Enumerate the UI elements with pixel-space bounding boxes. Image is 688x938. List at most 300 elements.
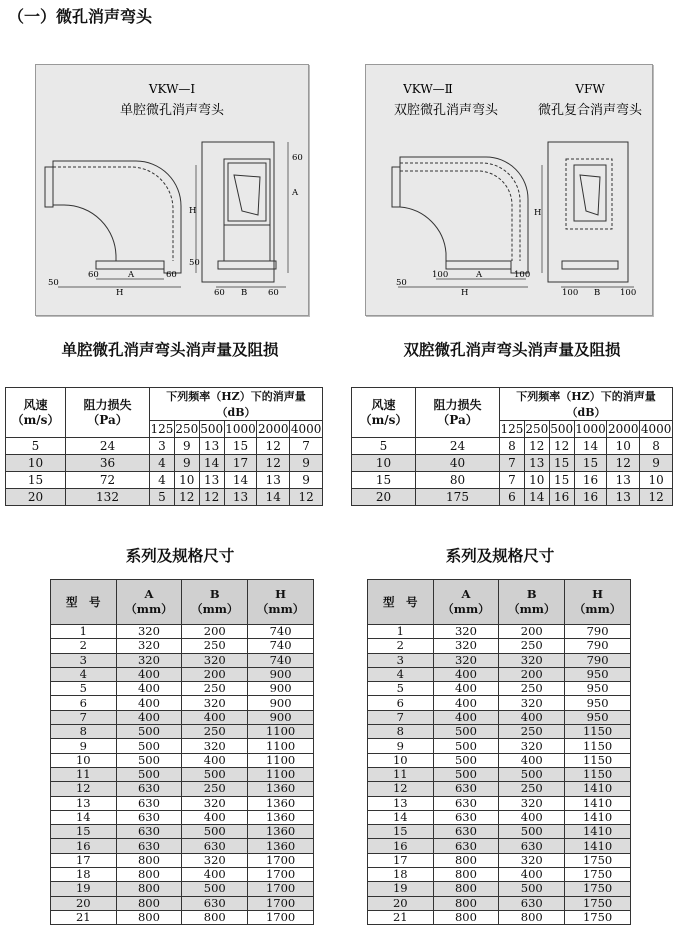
table-cell: 400 <box>499 710 565 724</box>
table-cell: 18 <box>51 868 117 882</box>
header-speed: 风速 （m/s） <box>352 388 416 438</box>
table-cell: 400 <box>499 868 565 882</box>
left-specs-caption: 系列及规格尺寸 <box>125 546 235 565</box>
table-cell: 320 <box>433 625 499 639</box>
table-cell: 320 <box>499 696 565 710</box>
table-row <box>368 753 631 767</box>
table-cell: 250 <box>499 639 565 653</box>
table-cell: 7 <box>500 472 525 489</box>
table-cell: 19 <box>51 882 117 896</box>
table-cell: 500 <box>433 753 499 767</box>
table-row <box>352 438 673 455</box>
table-cell: 900 <box>248 667 314 681</box>
table-cell: 630 <box>499 896 565 910</box>
table-cell: 200 <box>182 667 248 681</box>
table-cell: 400 <box>116 667 182 681</box>
table-cell: 1100 <box>248 767 314 781</box>
table-row <box>368 767 631 781</box>
table-row <box>51 710 314 724</box>
table-cell: 36 <box>66 455 150 472</box>
table-row <box>51 753 314 767</box>
table-row <box>368 625 631 639</box>
table-row <box>51 739 314 753</box>
table-cell: 7 <box>51 710 117 724</box>
table-cell: 15 <box>368 825 434 839</box>
table-cell: 1 <box>51 625 117 639</box>
table-cell: 9 <box>640 455 673 472</box>
table-cell: 900 <box>248 710 314 724</box>
table-cell: 7 <box>368 710 434 724</box>
table-row <box>352 472 673 489</box>
table-cell: 630 <box>433 810 499 824</box>
table-cell: 320 <box>182 739 248 753</box>
table-cell: 1150 <box>565 739 631 753</box>
table-cell: 200 <box>499 667 565 681</box>
table-cell: 1360 <box>248 825 314 839</box>
table-cell: 132 <box>66 489 150 506</box>
left-dim-50: 50 <box>48 278 59 288</box>
table-cell: 10 <box>352 455 416 472</box>
right-specs-caption: 系列及规格尺寸 <box>445 546 555 565</box>
table-cell: 320 <box>182 853 248 867</box>
table-cell: 630 <box>499 839 565 853</box>
table-cell: 500 <box>116 725 182 739</box>
left-dim-side-a: A <box>292 188 299 198</box>
right-noise-caption: 双腔微孔消声弯头消声量及阻损 <box>403 340 621 359</box>
table-cell: 9 <box>290 472 323 489</box>
right-model2-label: VFW <box>575 82 605 96</box>
table-row <box>6 455 323 472</box>
table-cell: 15 <box>574 455 607 472</box>
table-cell: 320 <box>116 625 182 639</box>
left-noise-caption: 单腔微孔消声弯头消声量及阻损 <box>61 340 279 359</box>
table-cell: 20 <box>51 896 117 910</box>
table-cell: 630 <box>116 825 182 839</box>
left-name-label: 单腔微孔消声弯头 <box>119 103 225 118</box>
table-cell: 1700 <box>248 882 314 896</box>
table-row <box>368 725 631 739</box>
table-cell: 12 <box>174 489 199 506</box>
table-cell: 630 <box>433 782 499 796</box>
table-row <box>352 455 673 472</box>
table-cell: 740 <box>248 625 314 639</box>
table-cell: 900 <box>248 682 314 696</box>
table-cell: 14 <box>257 489 290 506</box>
table-row <box>6 472 323 489</box>
table-cell: 200 <box>499 625 565 639</box>
table-cell: 9 <box>368 739 434 753</box>
left-dim-side-h: H <box>189 206 197 216</box>
table-cell: 17 <box>368 853 434 867</box>
table-cell: 400 <box>433 696 499 710</box>
table-cell: 8 <box>500 438 525 455</box>
table-row <box>352 489 673 506</box>
table-cell: 3 <box>51 653 117 667</box>
table-cell: 15 <box>549 472 574 489</box>
freq-header: 1000 <box>225 422 256 436</box>
freq-header: 250 <box>175 422 199 436</box>
table-cell: 10 <box>607 438 640 455</box>
table-cell: 7 <box>500 455 525 472</box>
table-cell: 10 <box>51 753 117 767</box>
table-row <box>6 438 323 455</box>
table-cell: 16 <box>368 839 434 853</box>
table-row <box>51 767 314 781</box>
left-diagram-panel <box>35 64 309 316</box>
table-cell: 400 <box>499 753 565 767</box>
right-specs-table <box>367 579 631 925</box>
table-row <box>51 910 314 924</box>
table-cell: 800 <box>116 910 182 924</box>
right-dim-side-100b: 100 <box>620 288 637 298</box>
table-cell: 13 <box>199 472 224 489</box>
table-cell: 5 <box>6 438 66 455</box>
table-cell: 790 <box>565 625 631 639</box>
table-cell: 800 <box>116 882 182 896</box>
table-cell: 320 <box>499 739 565 753</box>
table-row <box>368 910 631 924</box>
header-freq: 下列频率（HZ）下的消声量（dB） <box>150 388 323 421</box>
table-cell: 1750 <box>565 868 631 882</box>
table-cell: 1410 <box>565 796 631 810</box>
table-cell: 3 <box>150 438 175 455</box>
table-cell: 16 <box>574 489 607 506</box>
table-cell: 790 <box>565 639 631 653</box>
table-row <box>51 696 314 710</box>
table-cell: 13 <box>607 472 640 489</box>
table-cell: 1150 <box>565 767 631 781</box>
table-cell: 13 <box>51 796 117 810</box>
right-diagram <box>366 65 652 315</box>
table-cell: 5 <box>51 682 117 696</box>
table-cell: 9 <box>174 438 199 455</box>
table-cell: 12 <box>257 438 290 455</box>
table-cell: 10 <box>174 472 199 489</box>
table-cell: 320 <box>116 653 182 667</box>
table-cell: 740 <box>248 639 314 653</box>
table-cell: 800 <box>433 868 499 882</box>
table-cell: 7 <box>290 438 323 455</box>
table-cell: 500 <box>433 767 499 781</box>
table-cell: 800 <box>433 853 499 867</box>
table-cell: 1750 <box>565 910 631 924</box>
table-row <box>51 868 314 882</box>
table-cell: 1100 <box>248 739 314 753</box>
table-cell: 500 <box>116 753 182 767</box>
table-cell: 950 <box>565 667 631 681</box>
header-b: B （mm） <box>499 580 565 625</box>
table-cell: 10 <box>368 753 434 767</box>
table-cell: 900 <box>248 696 314 710</box>
freq-header: 125 <box>150 422 174 436</box>
table-cell: 13 <box>524 455 549 472</box>
table-cell: 400 <box>182 810 248 824</box>
table-cell: 3 <box>368 653 434 667</box>
right-diagram-panel <box>365 64 653 316</box>
table-cell: 500 <box>116 767 182 781</box>
table-row <box>368 839 631 853</box>
section-title: （一）微孔消声弯头 <box>8 7 153 26</box>
table-cell: 320 <box>433 639 499 653</box>
table-cell: 13 <box>199 438 224 455</box>
table-cell: 800 <box>116 896 182 910</box>
table-row <box>368 782 631 796</box>
table-row <box>368 825 631 839</box>
table-row <box>51 682 314 696</box>
table-cell: 10 <box>6 455 66 472</box>
table-cell: 400 <box>433 710 499 724</box>
header-h: H （mm） <box>565 580 631 625</box>
table-cell: 800 <box>433 882 499 896</box>
table-cell: 4 <box>150 472 175 489</box>
table-cell: 250 <box>182 725 248 739</box>
left-dim-side-60b: 60 <box>268 288 279 298</box>
header-freq: 下列频率（HZ）下的消声量（dB） <box>500 388 673 421</box>
table-cell: 400 <box>182 753 248 767</box>
table-cell: 10 <box>640 472 673 489</box>
table-cell: 250 <box>182 782 248 796</box>
table-cell: 20 <box>368 896 434 910</box>
table-row <box>368 882 631 896</box>
table-cell: 500 <box>182 767 248 781</box>
table-cell: 5 <box>150 489 175 506</box>
left-diagram <box>36 65 308 315</box>
table-cell: 500 <box>182 882 248 896</box>
table-cell: 16 <box>51 839 117 853</box>
table-cell: 320 <box>182 653 248 667</box>
table-cell: 20 <box>6 489 66 506</box>
freq-header: 4000 <box>640 422 672 436</box>
table-cell: 2 <box>368 639 434 653</box>
left-dim-h: H <box>116 288 124 298</box>
table-cell: 630 <box>182 839 248 853</box>
table-row <box>6 489 323 506</box>
table-cell: 1360 <box>248 839 314 853</box>
table-cell: 14 <box>524 489 549 506</box>
table-cell: 400 <box>116 710 182 724</box>
table-row <box>51 639 314 653</box>
table-cell: 13 <box>224 489 257 506</box>
table-row <box>51 853 314 867</box>
table-cell: 320 <box>499 653 565 667</box>
table-cell: 1150 <box>565 753 631 767</box>
table-cell: 630 <box>182 896 248 910</box>
table-cell: 500 <box>433 739 499 753</box>
table-row <box>368 868 631 882</box>
table-cell: 1700 <box>248 910 314 924</box>
table-cell: 630 <box>116 839 182 853</box>
table-cell: 740 <box>248 653 314 667</box>
table-cell: 1410 <box>565 810 631 824</box>
table-cell: 5 <box>352 438 416 455</box>
table-cell: 4 <box>368 667 434 681</box>
table-cell: 630 <box>433 839 499 853</box>
table-cell: 250 <box>499 682 565 696</box>
table-cell: 400 <box>116 696 182 710</box>
freq-header: 4000 <box>290 422 322 436</box>
table-row <box>51 725 314 739</box>
table-cell: 17 <box>224 455 257 472</box>
table-cell: 11 <box>368 767 434 781</box>
freq-header: 2000 <box>608 422 639 436</box>
left-dim-a: A <box>128 270 135 280</box>
table-cell: 320 <box>182 796 248 810</box>
table-cell: 1410 <box>565 782 631 796</box>
header-a: A （mm） <box>116 580 182 625</box>
table-row <box>51 896 314 910</box>
table-row <box>368 696 631 710</box>
table-cell: 14 <box>224 472 257 489</box>
freq-header: 2000 <box>258 422 289 436</box>
table-cell: 790 <box>565 653 631 667</box>
table-cell: 15 <box>51 825 117 839</box>
table-cell: 17 <box>51 853 117 867</box>
table-cell: 2 <box>51 639 117 653</box>
table-cell: 1360 <box>248 782 314 796</box>
table-cell: 1750 <box>565 882 631 896</box>
table-cell: 175 <box>416 489 500 506</box>
right-model-label: VKW—Ⅱ <box>403 82 453 96</box>
table-row <box>51 625 314 639</box>
table-cell: 400 <box>433 682 499 696</box>
right-dim-side-h: H <box>534 208 542 218</box>
table-cell: 8 <box>51 725 117 739</box>
table-row <box>368 896 631 910</box>
table-cell: 250 <box>499 725 565 739</box>
right-name-label: 双腔微孔消声弯头 <box>393 103 499 118</box>
table-cell: 1700 <box>248 853 314 867</box>
table-cell: 630 <box>116 810 182 824</box>
table-cell: 24 <box>416 438 500 455</box>
table-row <box>51 653 314 667</box>
table-cell: 12 <box>290 489 323 506</box>
table-cell: 200 <box>182 625 248 639</box>
table-cell: 1750 <box>565 853 631 867</box>
table-cell: 5 <box>368 682 434 696</box>
left-dim-side-50: 50 <box>189 258 200 268</box>
table-cell: 8 <box>368 725 434 739</box>
right-name2-label: 微孔复合消声弯头 <box>537 103 643 118</box>
table-cell: 500 <box>433 725 499 739</box>
left-dim-side-60a: 60 <box>214 288 225 298</box>
table-cell: 320 <box>499 796 565 810</box>
table-cell: 12 <box>368 782 434 796</box>
table-cell: 400 <box>499 810 565 824</box>
table-cell: 320 <box>499 853 565 867</box>
table-cell: 12 <box>524 438 549 455</box>
table-cell: 9 <box>51 739 117 753</box>
table-cell: 12 <box>257 455 290 472</box>
table-row <box>368 653 631 667</box>
right-dim-100b: 100 <box>514 270 531 280</box>
freq-header: 125 <box>500 422 524 436</box>
table-row <box>51 810 314 824</box>
table-cell: 6 <box>368 696 434 710</box>
table-cell: 6 <box>51 696 117 710</box>
table-cell: 1700 <box>248 868 314 882</box>
table-cell: 13 <box>607 489 640 506</box>
table-cell: 800 <box>182 910 248 924</box>
table-cell: 16 <box>549 489 574 506</box>
table-cell: 320 <box>433 653 499 667</box>
header-loss: 阻力损失 （Pa） <box>66 388 150 438</box>
left-model-label: VKW—Ⅰ <box>148 82 196 96</box>
table-cell: 630 <box>433 796 499 810</box>
table-cell: 18 <box>368 868 434 882</box>
header-model: 型 号 <box>51 580 117 625</box>
left-dim-b: B <box>241 288 248 298</box>
table-row <box>51 839 314 853</box>
table-cell: 1100 <box>248 725 314 739</box>
table-cell: 950 <box>565 696 631 710</box>
table-row <box>51 796 314 810</box>
freq-header: 500 <box>200 422 224 436</box>
right-dim-100a: 100 <box>432 270 449 280</box>
table-cell: 500 <box>182 825 248 839</box>
table-row <box>368 739 631 753</box>
table-cell: 1360 <box>248 796 314 810</box>
table-cell: 630 <box>116 796 182 810</box>
table-cell: 4 <box>150 455 175 472</box>
right-dim-h: H <box>461 288 469 298</box>
table-row <box>368 639 631 653</box>
table-cell: 800 <box>116 868 182 882</box>
table-cell: 1410 <box>565 839 631 853</box>
header-b: B （mm） <box>182 580 248 625</box>
table-cell: 400 <box>433 667 499 681</box>
table-cell: 19 <box>368 882 434 896</box>
table-cell: 6 <box>500 489 525 506</box>
table-cell: 500 <box>116 739 182 753</box>
table-cell: 12 <box>51 782 117 796</box>
table-cell: 500 <box>499 825 565 839</box>
freq-header: 250 <box>525 422 549 436</box>
table-cell: 1150 <box>565 725 631 739</box>
table-cell: 4 <box>51 667 117 681</box>
header-loss: 阻力损失 （Pa） <box>416 388 500 438</box>
left-dim-60b: 60 <box>166 270 177 280</box>
table-row <box>51 882 314 896</box>
table-cell: 40 <box>416 455 500 472</box>
table-cell: 950 <box>565 710 631 724</box>
table-row <box>368 796 631 810</box>
table-cell: 72 <box>66 472 150 489</box>
header-h: H （mm） <box>248 580 314 625</box>
table-cell: 14 <box>574 438 607 455</box>
table-cell: 12 <box>549 438 574 455</box>
table-cell: 250 <box>499 782 565 796</box>
freq-header: 500 <box>550 422 574 436</box>
table-row <box>368 853 631 867</box>
table-cell: 14 <box>199 455 224 472</box>
table-cell: 800 <box>499 910 565 924</box>
table-cell: 800 <box>433 896 499 910</box>
right-dim-side-100a: 100 <box>562 288 579 298</box>
table-cell: 12 <box>640 489 673 506</box>
left-dim-top-60: 60 <box>292 153 303 163</box>
table-cell: 11 <box>51 767 117 781</box>
table-cell: 400 <box>116 682 182 696</box>
table-cell: 630 <box>116 782 182 796</box>
table-cell: 400 <box>182 710 248 724</box>
table-cell: 13 <box>257 472 290 489</box>
header-speed: 风速 （m/s） <box>6 388 66 438</box>
table-cell: 1700 <box>248 896 314 910</box>
table-cell: 21 <box>51 910 117 924</box>
table-row <box>368 810 631 824</box>
table-cell: 1410 <box>565 825 631 839</box>
table-cell: 800 <box>116 853 182 867</box>
